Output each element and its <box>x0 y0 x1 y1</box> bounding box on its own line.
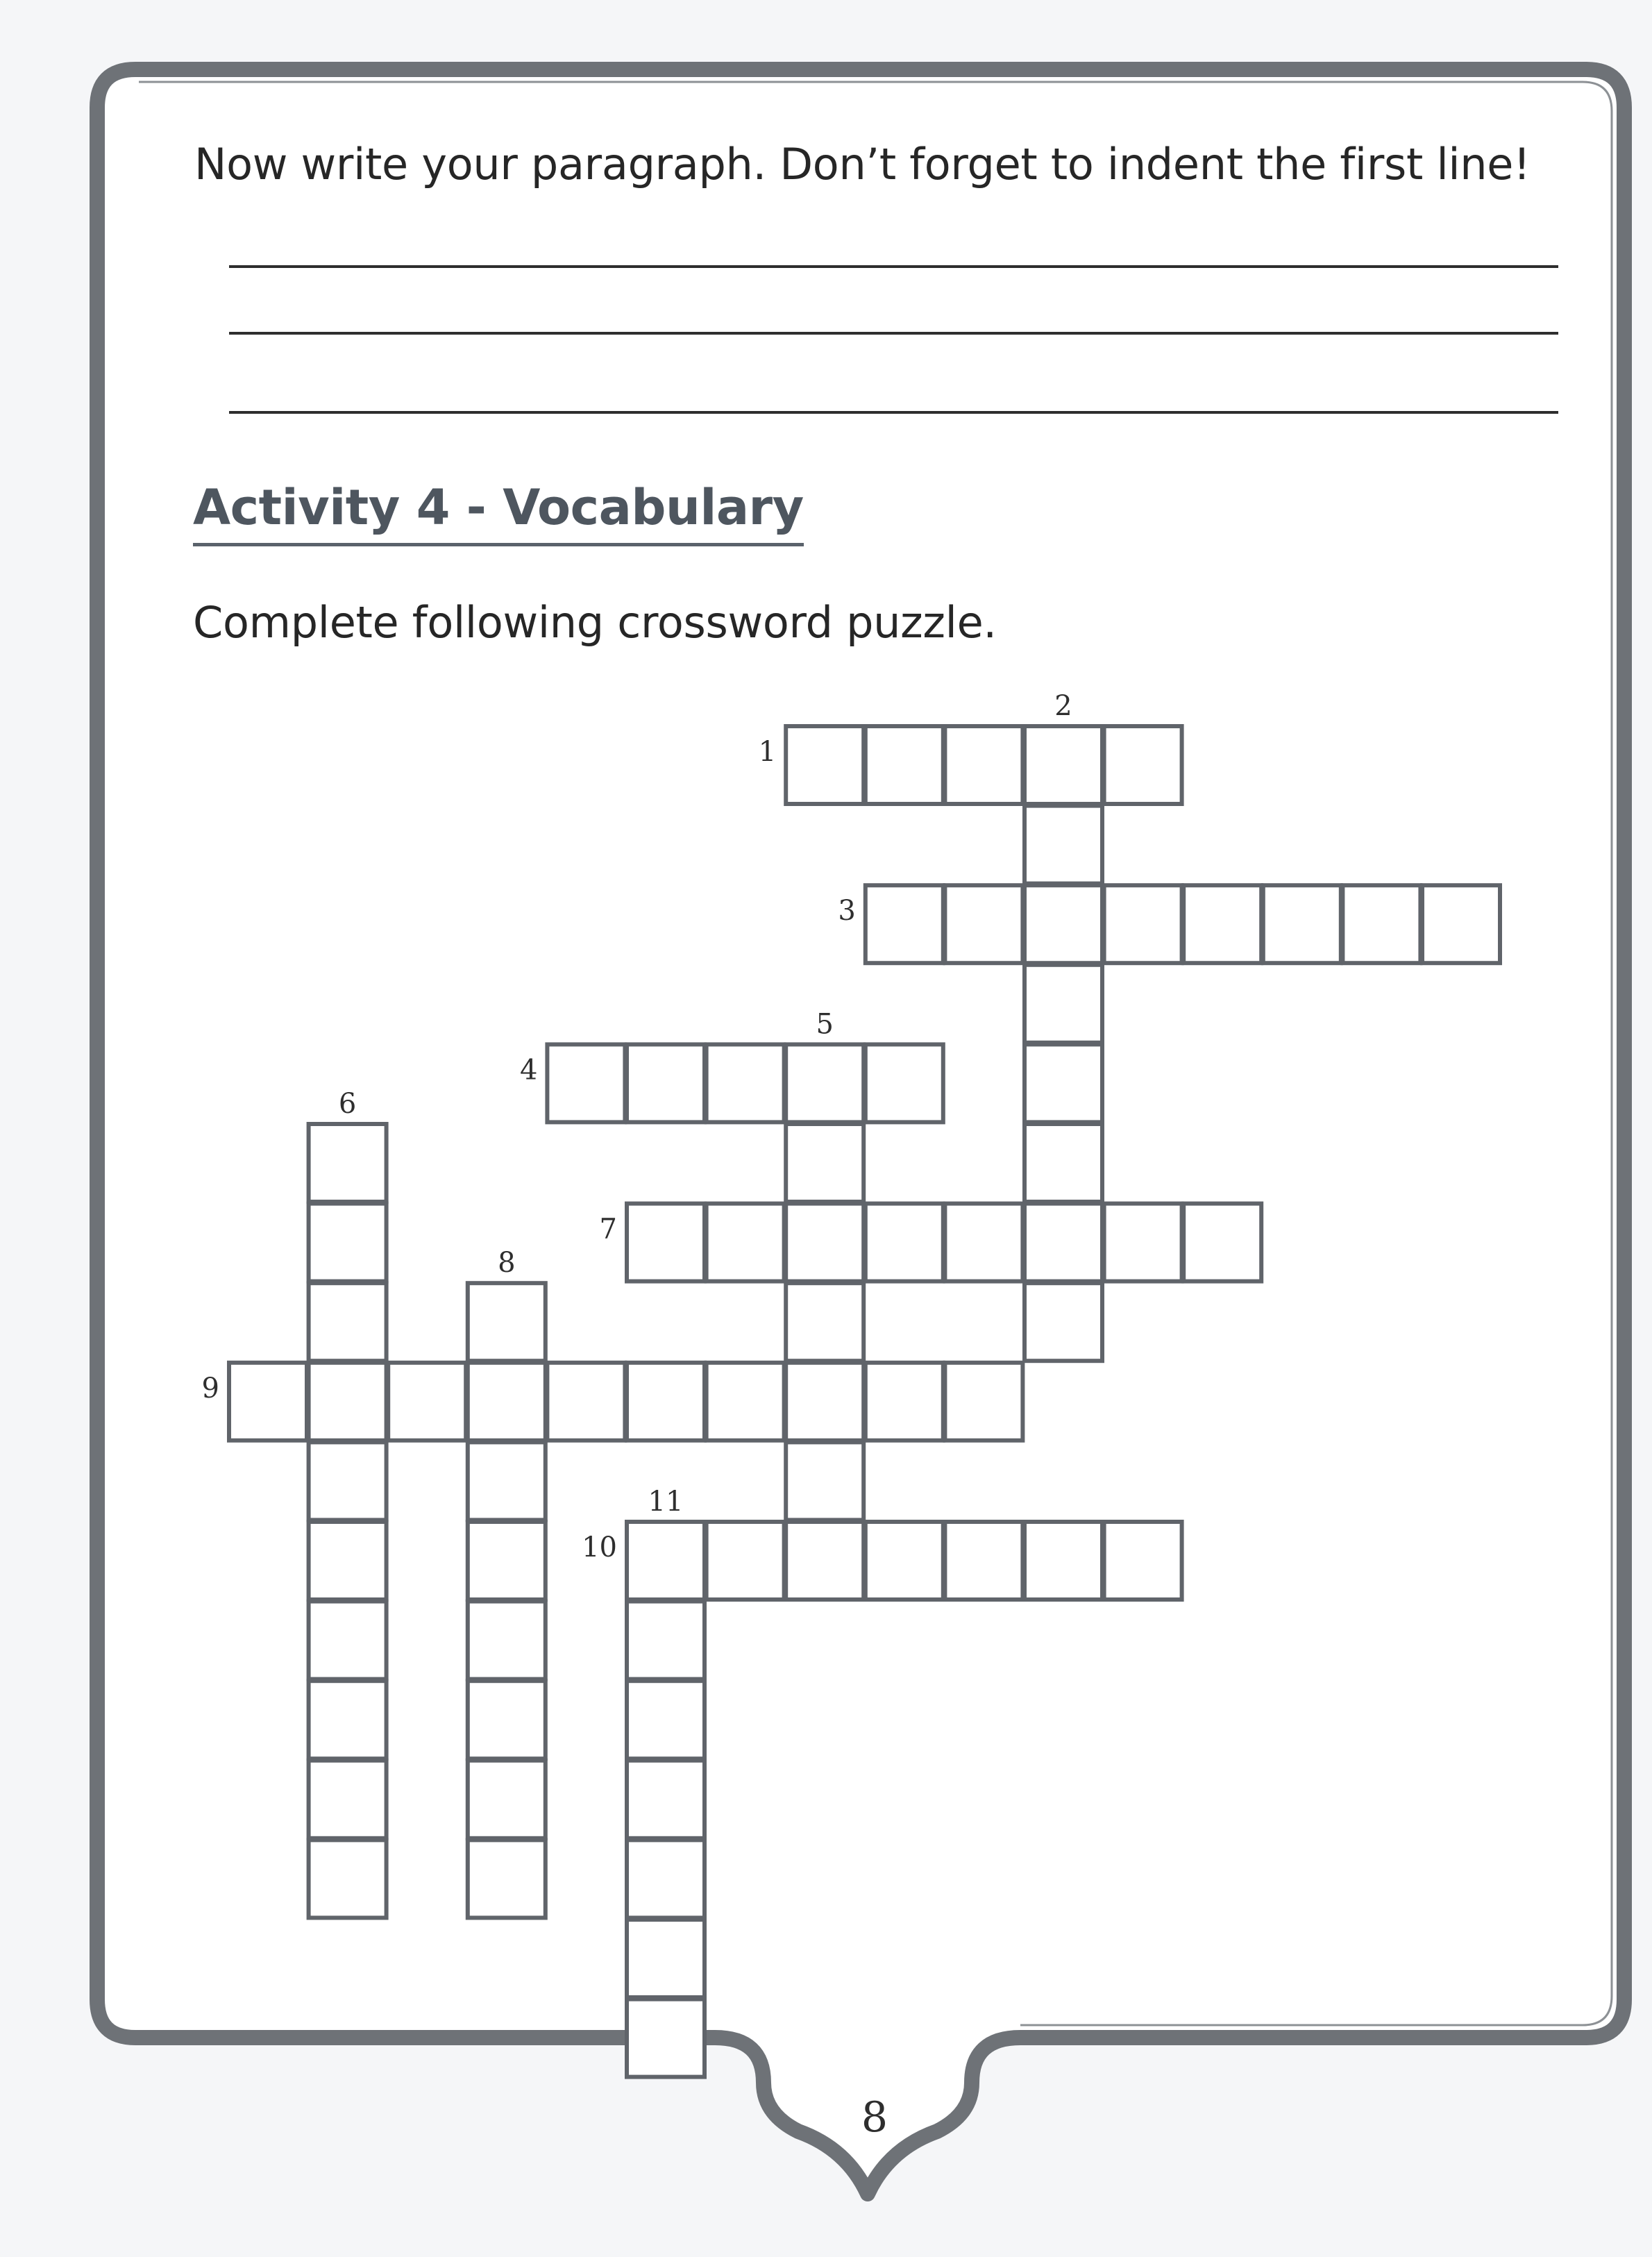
crossword-cell[interactable] <box>309 1283 387 1361</box>
crossword-cell[interactable] <box>468 1283 546 1361</box>
clue-number-3: 3 <box>838 895 856 928</box>
crossword-cell[interactable] <box>1025 1204 1102 1282</box>
crossword-cell[interactable] <box>627 1999 705 2077</box>
crossword-cell[interactable] <box>945 1363 1022 1441</box>
clue-number-4: 4 <box>519 1054 538 1086</box>
crossword-cell[interactable] <box>627 1840 705 1918</box>
crossword-cell[interactable] <box>786 1283 863 1361</box>
crossword-cell[interactable] <box>707 1363 784 1441</box>
crossword-cell[interactable] <box>309 1522 387 1600</box>
crossword-cell[interactable] <box>1104 1204 1182 1282</box>
clue-number-5: 5 <box>816 1008 834 1041</box>
crossword-cell[interactable] <box>1025 726 1102 804</box>
crossword-cell[interactable] <box>786 1522 863 1600</box>
crossword-cell[interactable] <box>468 1681 546 1759</box>
crossword-cell[interactable] <box>1025 965 1102 1043</box>
crossword-cell[interactable] <box>866 726 943 804</box>
clue-number-9: 9 <box>201 1372 219 1404</box>
clue-number-2: 2 <box>1054 690 1072 722</box>
crossword-cell[interactable] <box>627 1204 705 1282</box>
paragraph-instruction: Now write your paragraph. Don’t forget to indent the first line! <box>194 139 1531 190</box>
crossword-cell[interactable] <box>1104 885 1182 963</box>
activity-heading: Activity 4 - Vocabulary <box>193 479 804 546</box>
crossword-cell[interactable] <box>627 1681 705 1759</box>
crossword-cell[interactable] <box>786 726 863 804</box>
crossword-cell[interactable] <box>945 1204 1022 1282</box>
crossword-cell[interactable] <box>309 1761 387 1838</box>
crossword-cell[interactable] <box>309 1681 387 1759</box>
crossword-cell[interactable] <box>707 1522 784 1600</box>
crossword-cell[interactable] <box>1183 1204 1261 1282</box>
crossword-cell[interactable] <box>1422 885 1500 963</box>
crossword-cell[interactable] <box>468 1522 546 1600</box>
crossword-cell[interactable] <box>707 1204 784 1282</box>
crossword-cell[interactable] <box>468 1442 546 1520</box>
crossword-cell[interactable] <box>1342 885 1420 963</box>
crossword-cell[interactable] <box>945 726 1022 804</box>
crossword-cell[interactable] <box>468 1602 546 1679</box>
crossword-cell[interactable] <box>1104 1522 1182 1600</box>
crossword-cell[interactable] <box>229 1363 307 1441</box>
crossword-cell[interactable] <box>945 1522 1022 1600</box>
crossword-cell[interactable] <box>309 1363 387 1441</box>
crossword-cell[interactable] <box>866 1204 943 1282</box>
crossword-cell[interactable] <box>388 1363 466 1441</box>
crossword-cell[interactable] <box>1025 1522 1102 1600</box>
crossword-cell[interactable] <box>945 885 1022 963</box>
crossword-cell[interactable] <box>1025 1283 1102 1361</box>
clue-number-11: 11 <box>648 1486 684 1518</box>
crossword-cell[interactable] <box>627 1363 705 1441</box>
crossword-cell[interactable] <box>627 1602 705 1679</box>
crossword-cell[interactable] <box>707 1044 784 1122</box>
clue-number-6: 6 <box>338 1088 357 1120</box>
crossword-cell[interactable] <box>468 1761 546 1838</box>
crossword-cell[interactable] <box>1025 885 1102 963</box>
clue-number-7: 7 <box>599 1213 617 1245</box>
crossword-cell[interactable] <box>866 1363 943 1441</box>
crossword-cell[interactable] <box>1104 726 1182 804</box>
crossword-cell[interactable] <box>1025 1124 1102 1202</box>
crossword-cell[interactable] <box>786 1442 863 1520</box>
crossword-cell[interactable] <box>309 1442 387 1520</box>
crossword-cell[interactable] <box>1183 885 1261 963</box>
crossword-cell[interactable] <box>627 1761 705 1838</box>
crossword-cell[interactable] <box>309 1124 387 1202</box>
crossword-cell[interactable] <box>1025 1044 1102 1122</box>
crossword-cell[interactable] <box>786 1204 863 1282</box>
crossword-cell[interactable] <box>866 1044 943 1122</box>
crossword-cell[interactable] <box>627 1920 705 1997</box>
crossword-cell[interactable] <box>1263 885 1341 963</box>
page-number: 8 <box>861 2093 888 2142</box>
crossword-cell[interactable] <box>1025 806 1102 884</box>
clue-number-1: 1 <box>758 736 777 768</box>
crossword-cell[interactable] <box>309 1204 387 1282</box>
crossword-cell[interactable] <box>547 1363 625 1441</box>
crossword-cell[interactable] <box>468 1840 546 1918</box>
clue-number-10: 10 <box>582 1532 617 1563</box>
crossword-cell[interactable] <box>786 1044 863 1122</box>
clue-number-8: 8 <box>498 1247 516 1279</box>
crossword-cell[interactable] <box>866 885 943 963</box>
crossword-cell[interactable] <box>309 1840 387 1918</box>
crossword-cell[interactable] <box>786 1124 863 1202</box>
puzzle-instruction: Complete following crossword puzzle. <box>193 597 997 648</box>
crossword-cell[interactable] <box>547 1044 625 1122</box>
crossword-cell[interactable] <box>786 1363 863 1441</box>
crossword-cell[interactable] <box>468 1363 546 1441</box>
crossword-cell[interactable] <box>627 1044 705 1122</box>
crossword-cell[interactable] <box>866 1522 943 1600</box>
crossword-cell[interactable] <box>309 1602 387 1679</box>
crossword-cell[interactable] <box>627 1522 705 1600</box>
